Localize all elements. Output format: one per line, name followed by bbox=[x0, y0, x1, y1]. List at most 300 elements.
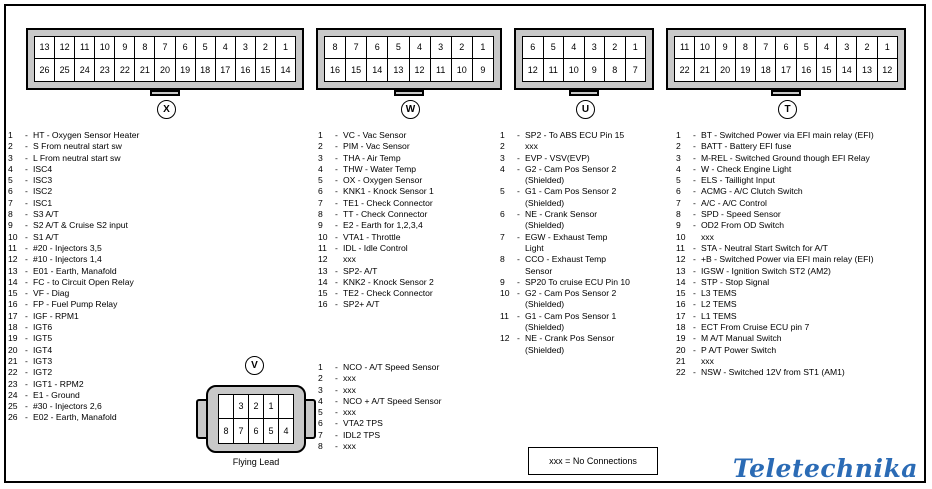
pin-dash: - bbox=[25, 276, 28, 287]
pin-list-item bbox=[676, 243, 874, 254]
pin-dash: - bbox=[335, 186, 338, 197]
pin-desc: L3 TEMS bbox=[701, 288, 737, 299]
pin-number: 3 bbox=[318, 384, 323, 395]
pin-list-item bbox=[676, 186, 874, 197]
pin-dash: - bbox=[25, 322, 28, 333]
pin-desc: THA - Air Temp bbox=[343, 152, 401, 163]
pin-number: 18 bbox=[8, 322, 18, 333]
pin-list-item bbox=[8, 311, 139, 322]
pin-desc: IGT2 bbox=[33, 367, 53, 378]
pin-desc: S3 A/T bbox=[33, 209, 59, 220]
flying-lead-label: V bbox=[245, 356, 264, 375]
pin-desc-cont: (Shielded) bbox=[525, 299, 565, 310]
pin: 12 bbox=[523, 59, 544, 81]
pin-dash: - bbox=[517, 276, 520, 287]
pin-dash: - bbox=[335, 231, 338, 242]
pin-list-item bbox=[318, 299, 434, 310]
pin-desc: G2 - Cam Pos Sensor 2 bbox=[525, 288, 617, 299]
pin-dash: - bbox=[517, 186, 520, 197]
pin-list-item bbox=[318, 130, 434, 141]
pin-number: 1 bbox=[500, 130, 505, 140]
pin-desc-cont: Sensor bbox=[525, 265, 553, 276]
pin-list-item bbox=[676, 322, 874, 333]
pin-number: 13 bbox=[8, 265, 18, 276]
pin-dash: - bbox=[335, 242, 338, 253]
pin-number: 26 bbox=[8, 412, 18, 423]
connector-u-tab bbox=[569, 90, 599, 96]
pin: 11 bbox=[431, 59, 452, 81]
pin-dash: - bbox=[693, 175, 696, 186]
pin-number: 6 bbox=[318, 186, 323, 197]
pin-number: 12 bbox=[500, 333, 510, 344]
pin-dash: - bbox=[335, 141, 338, 152]
pin-dash: - bbox=[517, 333, 520, 344]
pin-dash bbox=[693, 232, 701, 243]
connector-w-top-row bbox=[325, 37, 493, 59]
pin-list-item bbox=[8, 209, 139, 220]
watermark-logo: Teletechnika bbox=[732, 454, 918, 483]
pin: 14 bbox=[276, 59, 295, 81]
connector-u-pingrid bbox=[522, 36, 646, 82]
pin-number: 17 bbox=[676, 310, 686, 321]
pin-desc: KNK2 - Knock Sensor 2 bbox=[343, 276, 434, 287]
pin-desc: ACMG - A/C Clutch Switch bbox=[701, 186, 803, 197]
pin-number: 10 bbox=[318, 231, 328, 242]
pin-desc: L2 TEMS bbox=[701, 299, 737, 310]
pin-list-item bbox=[8, 299, 139, 310]
connector-w-label: W bbox=[401, 100, 420, 119]
pin: 9 bbox=[115, 37, 135, 59]
pin-list-item bbox=[676, 333, 874, 344]
pin-list-item bbox=[8, 254, 139, 265]
pin-desc: IGF - RPM1 bbox=[33, 310, 79, 321]
pin-desc: E02 - Earth, Manafold bbox=[33, 412, 117, 423]
pin-dash: - bbox=[517, 130, 520, 140]
pin-dash: - bbox=[693, 333, 696, 344]
pin-number: 11 bbox=[676, 242, 685, 253]
pin-number: 20 bbox=[8, 344, 18, 355]
pin-dash: - bbox=[693, 163, 696, 174]
pin-desc: SP2+ A/T bbox=[343, 299, 380, 310]
pin-list-item bbox=[500, 164, 630, 175]
pin-number: 19 bbox=[8, 333, 18, 344]
connector-x-label: X bbox=[157, 100, 176, 119]
pin: 16 bbox=[325, 59, 346, 81]
pin-number: 11 bbox=[318, 242, 327, 253]
pin-list-item bbox=[676, 209, 874, 220]
pin-desc-cont: (Shielded) bbox=[525, 220, 565, 231]
pin-list-item bbox=[8, 288, 139, 299]
pin-list-item bbox=[8, 379, 139, 390]
pin-dash: - bbox=[25, 401, 28, 412]
pin-desc: BATT - Battery EFI fuse bbox=[701, 141, 792, 152]
pin-dash: - bbox=[335, 197, 338, 208]
pin-list-item bbox=[500, 232, 630, 243]
pin-list-item bbox=[318, 164, 434, 175]
pin-desc: W - Check Engine Light bbox=[701, 163, 792, 174]
pin-dash: - bbox=[693, 265, 696, 276]
pin-desc-cont: (Shielded) bbox=[525, 175, 565, 186]
pin-blank bbox=[219, 395, 234, 419]
pin-number: 5 bbox=[318, 175, 323, 186]
pin-dash: - bbox=[25, 152, 28, 163]
pin-list-item bbox=[318, 198, 434, 209]
pin-list-item bbox=[676, 288, 874, 299]
pin-list-item bbox=[8, 367, 139, 378]
pin-desc: VTA2 TPS bbox=[343, 418, 383, 429]
pin-desc: EVP - VSV(EVP) bbox=[525, 152, 590, 163]
pin-dash: - bbox=[25, 288, 28, 299]
pin-desc: VC - Vac Sensor bbox=[343, 130, 407, 140]
pin-number: 7 bbox=[676, 197, 681, 208]
pin-number: 11 bbox=[8, 242, 17, 253]
connector-u-top-row bbox=[523, 37, 645, 59]
pin: 14 bbox=[837, 59, 857, 81]
pin-desc: #10 - Injectors 1,4 bbox=[33, 254, 102, 265]
pin-desc: A/C - A/C Control bbox=[701, 197, 767, 208]
pin-number: 3 bbox=[318, 152, 323, 163]
pin-list-item bbox=[8, 198, 139, 209]
pin: 6 bbox=[776, 37, 796, 59]
pin-list-item bbox=[8, 412, 139, 423]
pin-dash: - bbox=[25, 299, 28, 310]
pin: 8 bbox=[736, 37, 756, 59]
pin-list-item bbox=[676, 164, 874, 175]
pin-list-item bbox=[318, 232, 434, 243]
pin-desc: S1 A/T bbox=[33, 231, 59, 242]
pin-list-item bbox=[676, 356, 874, 367]
pin-number: 22 bbox=[8, 367, 18, 378]
pin-dash: - bbox=[335, 175, 338, 186]
pin-number: 13 bbox=[676, 265, 686, 276]
pin-list-item bbox=[676, 141, 874, 152]
pin: 4 bbox=[279, 419, 293, 443]
pin-list-item bbox=[318, 288, 434, 299]
pin-dash: - bbox=[693, 276, 696, 287]
pin: 2 bbox=[249, 395, 264, 419]
pin: 6 bbox=[367, 37, 388, 59]
pin: 3 bbox=[236, 37, 256, 59]
pin-list-item bbox=[676, 367, 874, 378]
pin-list-item bbox=[676, 198, 874, 209]
pin: 11 bbox=[675, 37, 695, 59]
pin-number: 3 bbox=[8, 152, 13, 163]
pin-list-item bbox=[318, 418, 441, 429]
pin: 1 bbox=[626, 37, 646, 59]
pin: 18 bbox=[756, 59, 776, 81]
pin: 3 bbox=[431, 37, 452, 59]
pin-number: 9 bbox=[318, 220, 323, 231]
pin-desc: HT - Oxygen Sensor Heater bbox=[33, 130, 140, 140]
pin-number: 5 bbox=[318, 407, 323, 418]
pin: 14 bbox=[367, 59, 388, 81]
pin-list-item bbox=[8, 130, 139, 141]
pin-list-v bbox=[318, 362, 441, 452]
pin: 6 bbox=[523, 37, 544, 59]
pin-number: 25 bbox=[8, 401, 18, 412]
pin: 8 bbox=[605, 59, 626, 81]
flying-lead-top-row bbox=[219, 395, 293, 419]
pin-dash: - bbox=[335, 407, 338, 418]
pin: 10 bbox=[695, 37, 715, 59]
pin-list-item bbox=[8, 322, 139, 333]
pin-number: 4 bbox=[318, 163, 323, 174]
pin-number: 9 bbox=[8, 220, 13, 231]
pin-desc: ISC2 bbox=[33, 186, 53, 197]
pin-number: 12 bbox=[318, 254, 328, 265]
pin: 9 bbox=[585, 59, 606, 81]
pin-number: 18 bbox=[676, 322, 686, 333]
pin: 25 bbox=[55, 59, 75, 81]
pin-list-item bbox=[500, 311, 630, 322]
pin: 17 bbox=[776, 59, 796, 81]
pin-list-item bbox=[8, 153, 139, 164]
pin-desc: PIM - Vac Sensor bbox=[343, 141, 410, 152]
pin-number: 19 bbox=[676, 333, 686, 344]
pin-desc: L1 TEMS bbox=[701, 310, 737, 321]
pin-dash: - bbox=[693, 186, 696, 197]
pin-desc: TE2 - Check Connector bbox=[343, 288, 433, 299]
pin-desc: SP2- A/T bbox=[343, 265, 378, 276]
pin: 7 bbox=[234, 419, 249, 443]
pin-dash: - bbox=[335, 276, 338, 287]
pin-desc: KNK1 - Knock Sensor 1 bbox=[343, 186, 434, 197]
pin-number: 21 bbox=[676, 355, 686, 366]
pin-dash: - bbox=[693, 367, 696, 378]
pin-desc: NE - Crank Pos Sensor bbox=[525, 333, 615, 344]
pin-desc: ECT From Cruise ECU pin 7 bbox=[701, 322, 810, 333]
pin: 1 bbox=[276, 37, 295, 59]
pin: 12 bbox=[410, 59, 431, 81]
pin-number: 22 bbox=[676, 367, 686, 378]
pin-list-item bbox=[318, 254, 434, 265]
pin-number: 2 bbox=[8, 141, 13, 152]
pin-list-item bbox=[500, 141, 630, 152]
pin-dash: - bbox=[693, 130, 696, 140]
pin-desc: M A/T Manual Switch bbox=[701, 333, 782, 344]
pin-desc: xxx bbox=[343, 407, 356, 418]
pin: 6 bbox=[176, 37, 196, 59]
pin-desc: IGT6 bbox=[33, 322, 53, 333]
pin-list-item bbox=[500, 277, 630, 288]
pin-desc: NSW - Switched 12V from ST1 (AM1) bbox=[701, 367, 845, 378]
pin: 17 bbox=[216, 59, 236, 81]
pin-dash: - bbox=[693, 242, 696, 253]
pin: 6 bbox=[249, 419, 264, 443]
pin: 7 bbox=[756, 37, 776, 59]
pin-desc: M-REL - Switched Ground though EFI Relay bbox=[701, 152, 870, 163]
pin-list-item bbox=[8, 243, 139, 254]
connector-w bbox=[316, 28, 502, 90]
pin-dash: - bbox=[335, 209, 338, 220]
pin-dash bbox=[517, 141, 525, 152]
pin: 20 bbox=[716, 59, 736, 81]
pin: 10 bbox=[564, 59, 585, 81]
pin-list-item bbox=[676, 232, 874, 243]
pin-dash: - bbox=[25, 130, 28, 140]
pin-dash: - bbox=[25, 175, 28, 186]
pin-number: 4 bbox=[676, 163, 681, 174]
connector-x bbox=[26, 28, 304, 90]
pin-list-item bbox=[8, 232, 139, 243]
pin-desc: ELS - Taillight Input bbox=[701, 175, 775, 186]
pin-desc: NE - Crank Sensor bbox=[525, 209, 598, 220]
pin-dash: - bbox=[25, 163, 28, 174]
pin-dash: - bbox=[335, 163, 338, 174]
pin-desc: FP - Fuel Pump Relay bbox=[33, 299, 118, 310]
pin: 12 bbox=[878, 59, 897, 81]
pin-dash: - bbox=[335, 395, 338, 406]
pin-desc-cont: (Shielded) bbox=[525, 197, 565, 208]
pin-desc: SP20 To cruise ECU Pin 10 bbox=[525, 276, 630, 287]
pin-dash: - bbox=[517, 231, 520, 242]
pin-number: 11 bbox=[500, 310, 509, 321]
pin-desc: +B - Switched Power via EFI main relay (EFI) bbox=[701, 254, 874, 265]
pin-dash: - bbox=[335, 299, 338, 310]
pin-list-item bbox=[500, 333, 630, 344]
pin-desc: IGSW - Ignition Switch ST2 (AM2) bbox=[701, 265, 831, 276]
pin-number: 2 bbox=[500, 141, 505, 152]
pin-list-item bbox=[500, 186, 630, 197]
pin-dash: - bbox=[25, 265, 28, 276]
pin-dash: - bbox=[693, 322, 696, 333]
pin-number: 6 bbox=[318, 418, 323, 429]
pin-list-item bbox=[318, 266, 434, 277]
pin-list-t bbox=[676, 130, 874, 379]
pin-dash: - bbox=[335, 373, 338, 384]
pin-dash: - bbox=[25, 186, 28, 197]
pin-list-item bbox=[500, 130, 630, 141]
pin-list-item bbox=[318, 362, 441, 373]
pin-number: 6 bbox=[676, 186, 681, 197]
flying-lead-connector bbox=[196, 385, 316, 465]
pin-number: 2 bbox=[676, 141, 681, 152]
pin: 1 bbox=[878, 37, 897, 59]
pin-dash: - bbox=[25, 197, 28, 208]
pin-dash: - bbox=[693, 152, 696, 163]
pin-desc: S2 A/T & Cruise S2 input bbox=[33, 220, 128, 231]
pin: 18 bbox=[196, 59, 216, 81]
pin: 4 bbox=[564, 37, 585, 59]
pin-desc: SP2 - To ABS ECU Pin 15 bbox=[525, 130, 625, 140]
pin-number: 7 bbox=[318, 197, 323, 208]
pin: 2 bbox=[605, 37, 626, 59]
pin-list-item bbox=[676, 254, 874, 265]
pin: 19 bbox=[176, 59, 196, 81]
pin-dash: - bbox=[517, 163, 520, 174]
pin-number: 12 bbox=[8, 254, 18, 265]
pin-desc: ISC1 bbox=[33, 197, 53, 208]
pin-list-item bbox=[676, 175, 874, 186]
pin-number: 6 bbox=[8, 186, 13, 197]
pin-desc-cont: Light bbox=[525, 242, 544, 253]
pin-desc: IDL2 TPS bbox=[343, 429, 381, 440]
pin-number: 10 bbox=[500, 288, 510, 299]
pin-number: 5 bbox=[8, 175, 13, 186]
pin-dash: - bbox=[25, 209, 28, 220]
pin-number: 3 bbox=[500, 152, 505, 163]
pin-number: 2 bbox=[318, 141, 323, 152]
legend-no-connections: xxx = No Connections bbox=[528, 447, 658, 475]
pin-list-item bbox=[8, 356, 139, 367]
pin-number: 21 bbox=[8, 355, 18, 366]
pin: 4 bbox=[216, 37, 236, 59]
pin-dash: - bbox=[517, 288, 520, 299]
pin: 15 bbox=[817, 59, 837, 81]
pin-number: 14 bbox=[676, 276, 686, 287]
pin-list-item bbox=[318, 373, 441, 384]
pin-number: 14 bbox=[8, 276, 18, 287]
pin-dash: - bbox=[335, 288, 338, 299]
pin-dash: - bbox=[693, 344, 696, 355]
pin: 15 bbox=[256, 59, 276, 81]
pin-number: 5 bbox=[676, 175, 681, 186]
pin-list-item bbox=[318, 175, 434, 186]
pin-dash: - bbox=[25, 344, 28, 355]
pin-list-item bbox=[500, 209, 630, 220]
pin-desc: BT - Switched Power via EFI main relay (EFI) bbox=[701, 130, 874, 140]
pin-desc: EGW - Exhaust Temp bbox=[525, 231, 608, 242]
pin-dash: - bbox=[335, 130, 338, 140]
pin-list-item bbox=[318, 441, 441, 452]
connector-u-bottom-row bbox=[523, 59, 645, 81]
pin-dash bbox=[693, 356, 701, 367]
flying-lead-pingrid bbox=[218, 394, 294, 444]
pin-dash: - bbox=[25, 231, 28, 242]
pin: 13 bbox=[388, 59, 409, 81]
pin: 11 bbox=[544, 59, 565, 81]
pin-dash: - bbox=[25, 254, 28, 265]
pin-list-item bbox=[676, 220, 874, 231]
pin-desc: SPD - Speed Sensor bbox=[701, 209, 781, 220]
flying-lead-bottom-row bbox=[219, 419, 293, 443]
pin-list-item bbox=[676, 299, 874, 310]
pin-list-item bbox=[500, 254, 630, 265]
pin-desc: xxx bbox=[701, 355, 714, 366]
pin-list-item bbox=[8, 390, 139, 401]
pin-dash: - bbox=[335, 152, 338, 163]
pin-list-item bbox=[318, 277, 434, 288]
pin-desc: IGT5 bbox=[33, 333, 53, 344]
pin: 2 bbox=[857, 37, 877, 59]
pin-list-item bbox=[318, 153, 434, 164]
pin-desc: xxx bbox=[343, 441, 356, 452]
pin-dash: - bbox=[693, 141, 696, 152]
pin-desc: FC - to Circuit Open Relay bbox=[33, 276, 134, 287]
pin-desc: G1 - Cam Pos Sensor 2 bbox=[525, 186, 617, 197]
pin-number: 7 bbox=[318, 429, 323, 440]
pin-number: 12 bbox=[676, 254, 686, 265]
connector-t-label: T bbox=[778, 100, 797, 119]
pin: 19 bbox=[736, 59, 756, 81]
pin: 9 bbox=[473, 59, 493, 81]
pin-number: 13 bbox=[318, 265, 328, 276]
pin-list-item bbox=[318, 243, 434, 254]
pin: 13 bbox=[857, 59, 877, 81]
pin-list-item bbox=[8, 164, 139, 175]
pin-dash: - bbox=[335, 362, 338, 372]
pin: 5 bbox=[544, 37, 565, 59]
pin-number: 15 bbox=[318, 288, 328, 299]
pin-number: 9 bbox=[500, 276, 505, 287]
pin-dash: - bbox=[335, 429, 338, 440]
pin-list-item bbox=[676, 266, 874, 277]
pin-desc: THW - Water Temp bbox=[343, 163, 417, 174]
flying-lead-caption: Flying Lead bbox=[232, 457, 280, 467]
connector-u bbox=[514, 28, 654, 90]
pin-number: 16 bbox=[676, 299, 686, 310]
pin-desc-cont: (Shielded) bbox=[525, 322, 565, 333]
